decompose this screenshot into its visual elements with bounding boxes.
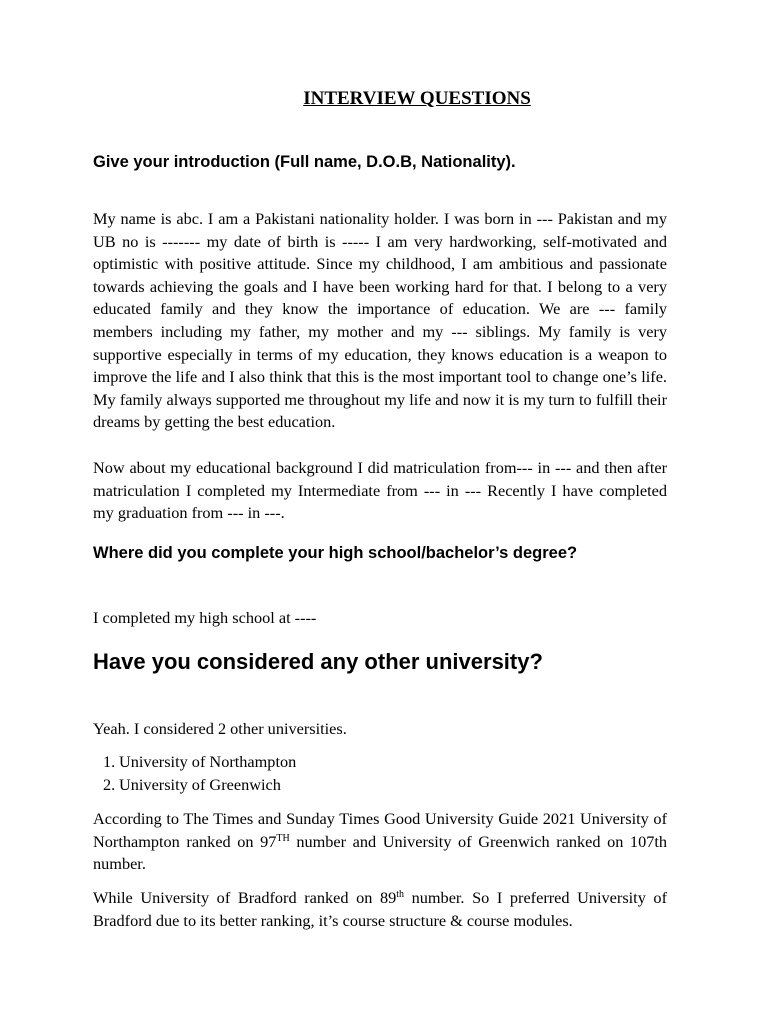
ranking-superscript: TH: [276, 832, 290, 844]
high-school-answer: I completed my high school at ----: [93, 608, 317, 627]
list-item-number: 1.: [103, 752, 116, 771]
question-other-university-heading: Have you considered any other university?: [93, 649, 543, 674]
ranking-text-a: According to The Times and Sunday Times Good University Guide 2021 University of Northampton ranked on 97: [93, 809, 667, 851]
list-item: [93, 773, 296, 796]
university-list: [93, 750, 296, 796]
education-background-paragraph: Now about my educational background I did matriculation from--- in --- and then after matriculation I completed my Intermediate from --- in --- Recently I have completed my graduation from --- in ---.: [93, 458, 667, 523]
ranking-paragraph: [93, 808, 667, 876]
list-item-number: 2.: [103, 775, 116, 794]
question-introduction-heading: Give your introduction (Full name, D.O.B, Nationality).: [93, 153, 516, 171]
introduction-answer-paragraph: My name is abc. I am a Pakistani nationality holder. I was born in --- Pakistan and my UB no is ------- my date of birth is ----- I am very hardworking, self-motivated and optimistic with positive attitude. Since my childhood, I am ambitious and passionate towards achieving the goals and I have been working hard for that. I belong to a very educated family and they know the importance of education. We are --- family members including my father, my mother and my --- siblings. My family is very supportive especially in terms of my education, they knows education is a weapon to improve the life and I also think that this is the most important tool to change one’s life. My family always supported me throughout my life and now it is my turn to fulfill their dreams by getting the best education.: [93, 209, 667, 432]
bradford-text-b: number. So I preferred University of Bradford due to its better ranking, it’s course structure & course modules.: [93, 888, 667, 930]
other-university-intro: Yeah. I considered 2 other universities.: [93, 719, 347, 738]
question-high-school-heading: Where did you complete your high school/bachelor’s degree?: [93, 544, 578, 562]
bradford-superscript: th: [396, 889, 405, 900]
document-title: INTERVIEW QUESTIONS: [303, 88, 531, 109]
bradford-paragraph: [93, 887, 667, 932]
bradford-text-a: While University of Bradford ranked on 89: [93, 888, 397, 907]
list-item: [93, 750, 296, 773]
ranking-text-b: number and University of Greenwich ranked on 107th number.: [93, 831, 668, 874]
list-item-text: University of Greenwich: [119, 775, 281, 794]
list-item-text: University of Northampton: [119, 752, 297, 771]
